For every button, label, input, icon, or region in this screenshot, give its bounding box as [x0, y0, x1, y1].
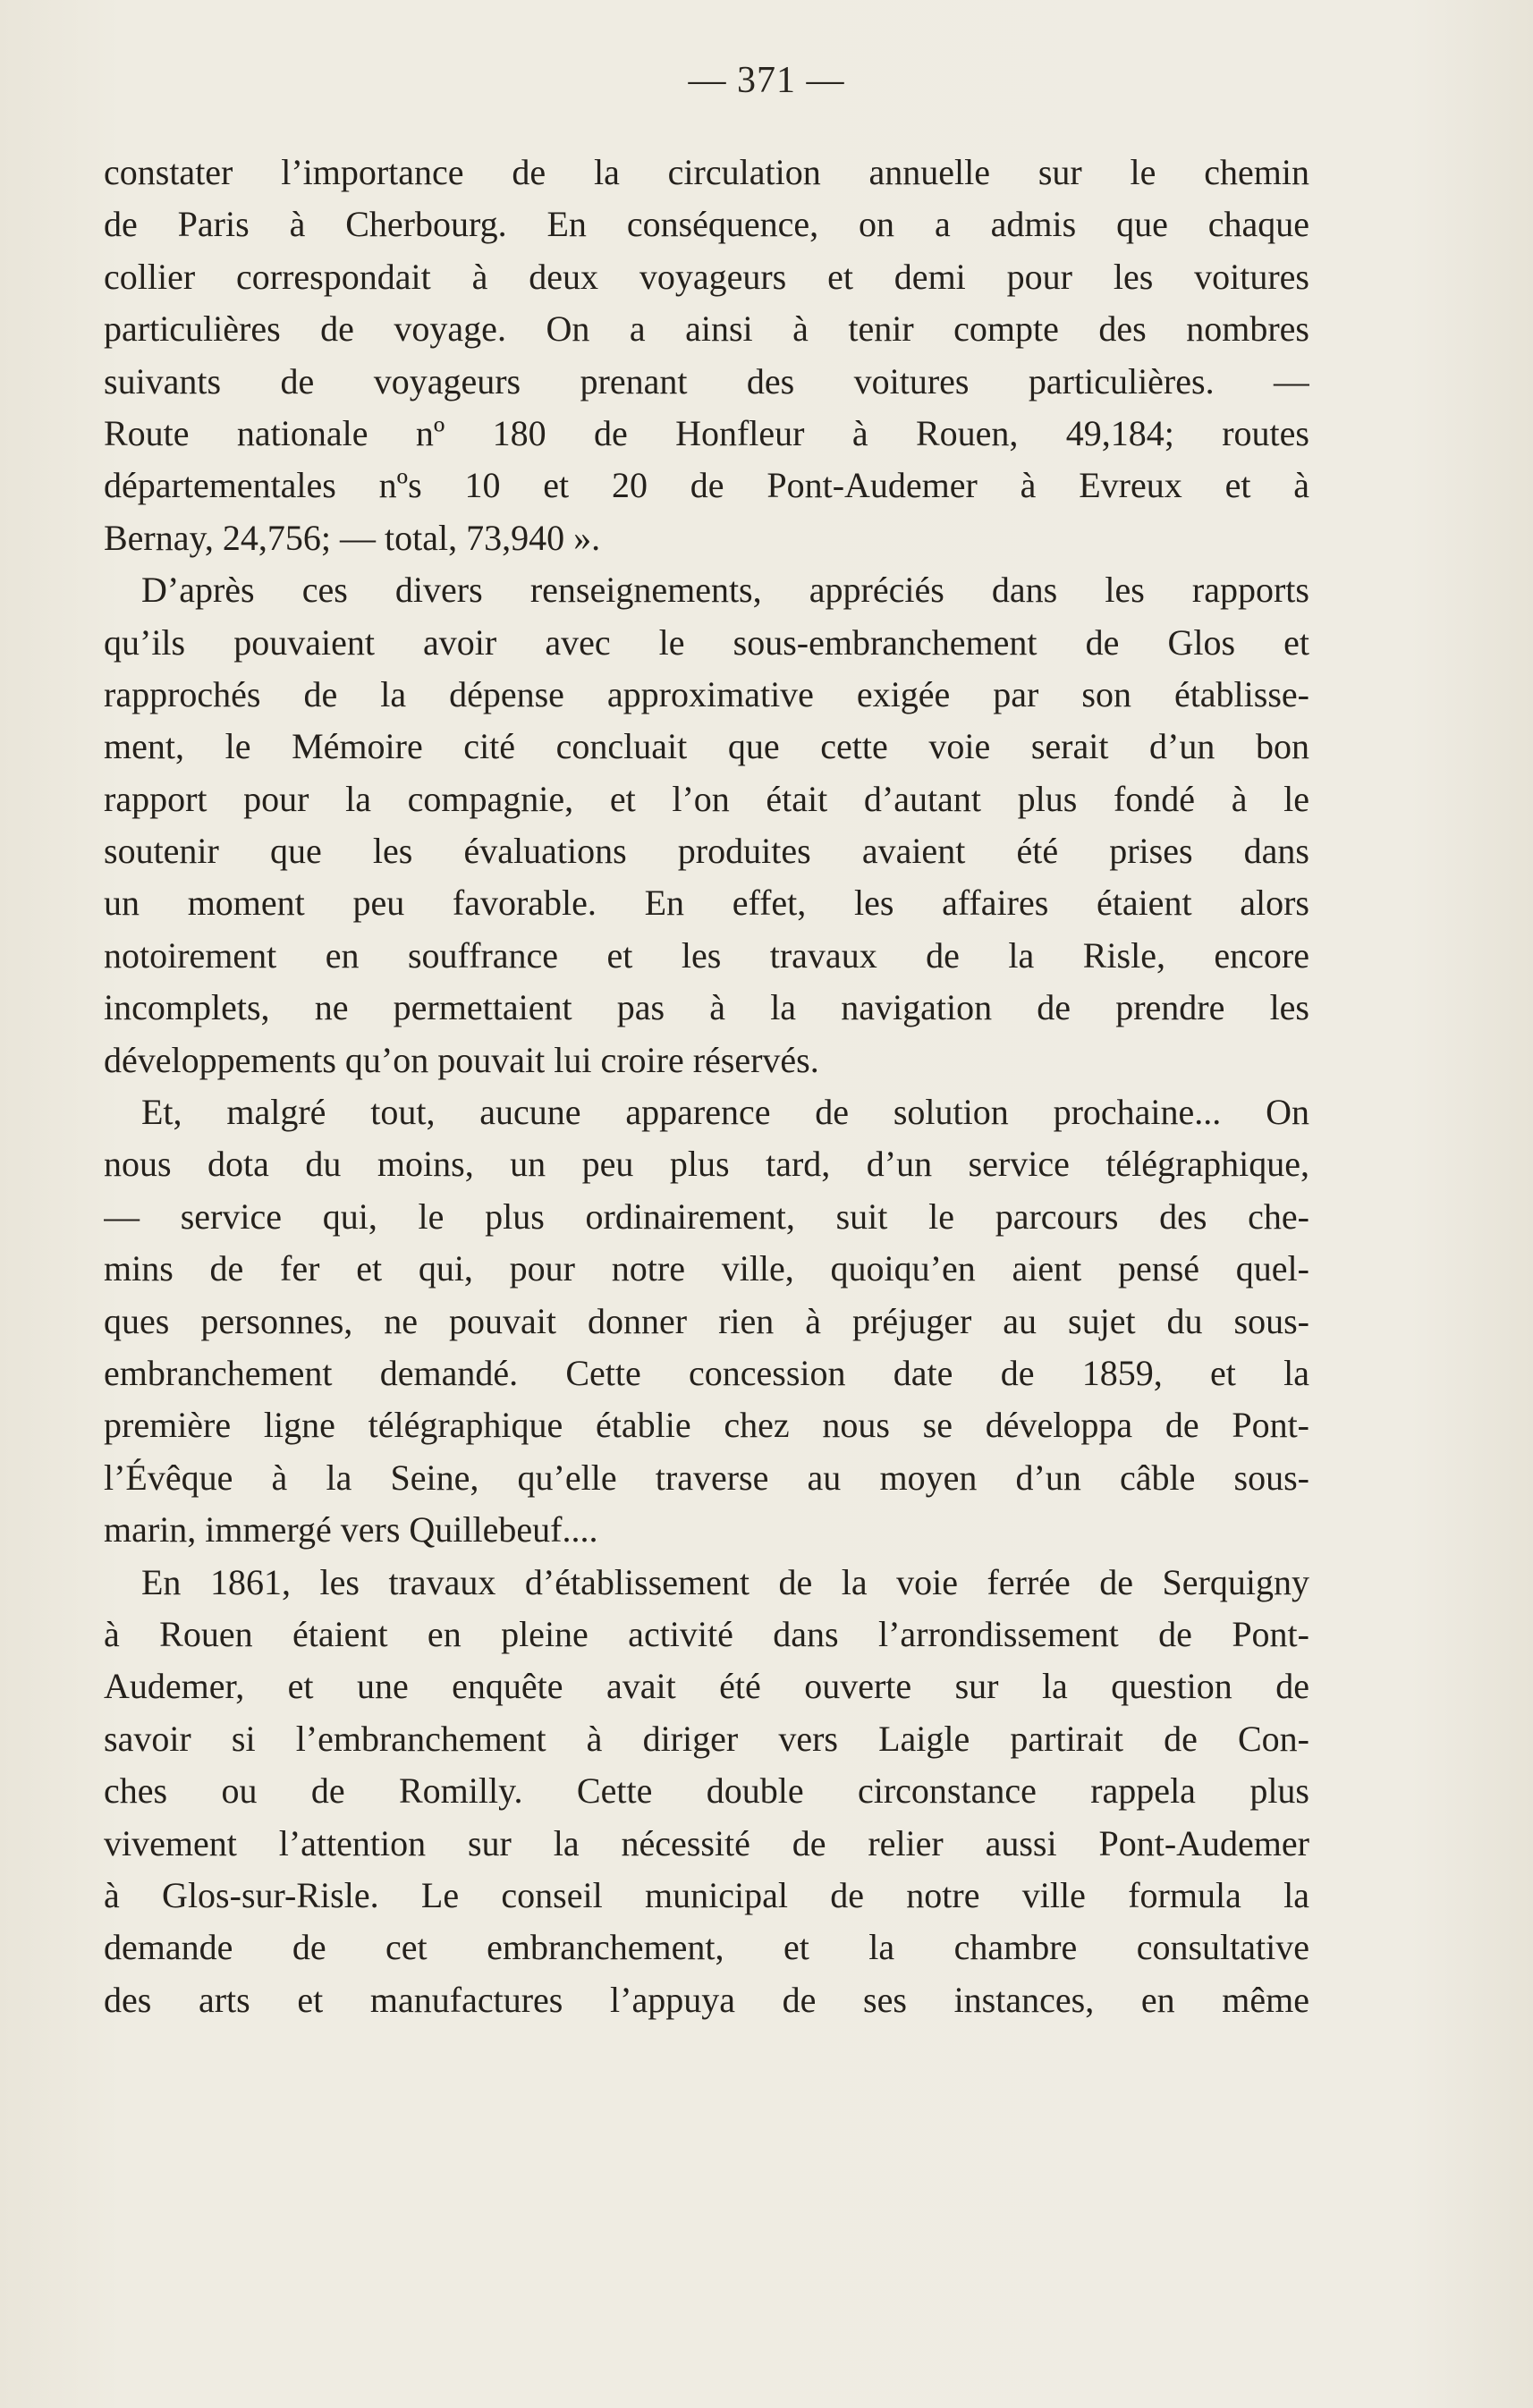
text-line: savoir si l’embranchement à diriger vers Laigle partirait de Con-	[104, 1718, 1309, 1759]
text-line: des arts et manufactures l’appuya de ses instances, en même	[104, 1979, 1309, 2020]
text-line: ment, le Mémoire cité concluait que cette voie serait d’un bon	[104, 726, 1309, 767]
text-line: qu’ils pouvaient avoir avec le sous-embranchement de Glos et	[104, 621, 1309, 663]
body-text	[104, 147, 1309, 2026]
text-line: à Rouen étaient en pleine activité dans l’arrondissement de Pont-	[104, 1613, 1309, 1654]
text-line: Audemer, et une enquête avait été ouverte sur la question de	[104, 1666, 1309, 1707]
text-line: à Glos-sur-Risle. Le conseil municipal de notre ville formula la	[104, 1874, 1309, 1915]
text-line: embranchement demandé. Cette concession date de 1859, et la	[104, 1352, 1309, 1393]
text-line: demande de cet embranchement, et la chambre consultative	[104, 1927, 1309, 1968]
text-line: particulières de voyage. On a ainsi à tenir compte des nombres	[104, 308, 1309, 350]
text-line: développements qu’on pouvait lui croire réservés.	[104, 1039, 819, 1080]
text-line: l’Évêque à la Seine, qu’elle traverse au moyen d’un câble sous-	[104, 1457, 1309, 1498]
paragraph-start-line: En 1861, les travaux d’établissement de la voie ferrée de Serquigny	[141, 1561, 1309, 1602]
text-line: constater l’importance de la circulation annuelle sur le chemin	[104, 152, 1309, 192]
text-line: Route nationale nº 180 de Honfleur à Rouen, 49,184; routes	[104, 412, 1309, 453]
text-line: première ligne télégraphique établie chez nous se développa de Pont-	[104, 1405, 1309, 1446]
text-line: rapprochés de la dépense approximative exigée par son établisse-	[104, 673, 1309, 714]
text-line: nous dota du moins, un peu plus tard, d’un service télégraphique,	[104, 1144, 1309, 1185]
page-number: — 371 —	[688, 60, 845, 101]
text-line: marin, immergé vers Quillebeuf....	[104, 1509, 598, 1550]
text-line: ques personnes, ne pouvait donner rien à préjuger au sujet du sous-	[104, 1300, 1309, 1341]
text-line: vivement l’attention sur la nécessité de relier aussi Pont-Audemer	[104, 1822, 1309, 1863]
text-line: ches ou de Romilly. Cette double circonstance rappela plus	[104, 1770, 1309, 1812]
text-line: incomplets, ne permettaient pas à la navigation de prendre les	[104, 987, 1309, 1028]
paragraph-start-line: D’après ces divers renseignements, appréciés dans les rapports	[141, 570, 1309, 611]
paragraph-start-line: Et, malgré tout, aucune apparence de solution prochaine... On	[141, 1092, 1309, 1133]
text-line: départementales nºs 10 et 20 de Pont-Audemer à Evreux et à	[104, 465, 1309, 506]
text-line: notoirement en souffrance et les travaux de la Risle, encore	[104, 934, 1309, 976]
text-line: soutenir que les évaluations produites avaient été prises dans	[104, 831, 1309, 872]
text-line: suivants de voyageurs prenant des voitures particulières. —	[104, 360, 1309, 401]
text-line: de Paris à Cherbourg. En conséquence, on a admis que chaque	[104, 204, 1309, 245]
text-line: mins de fer et qui, pour notre ville, quoiqu’en aient pensé quel-	[104, 1248, 1309, 1289]
text-line: un moment peu favorable. En effet, les affaires étaient alors	[104, 883, 1309, 924]
text-line: — service qui, le plus ordinairement, suit le parcours des che-	[104, 1196, 1309, 1237]
text-line: collier correspondait à deux voyageurs et demi pour les voitures	[104, 256, 1309, 297]
text-line: rapport pour la compagnie, et l’on était d’autant plus fondé à le	[104, 778, 1309, 819]
text-line: Bernay, 24,756; — total, 73,940 ».	[104, 517, 601, 558]
